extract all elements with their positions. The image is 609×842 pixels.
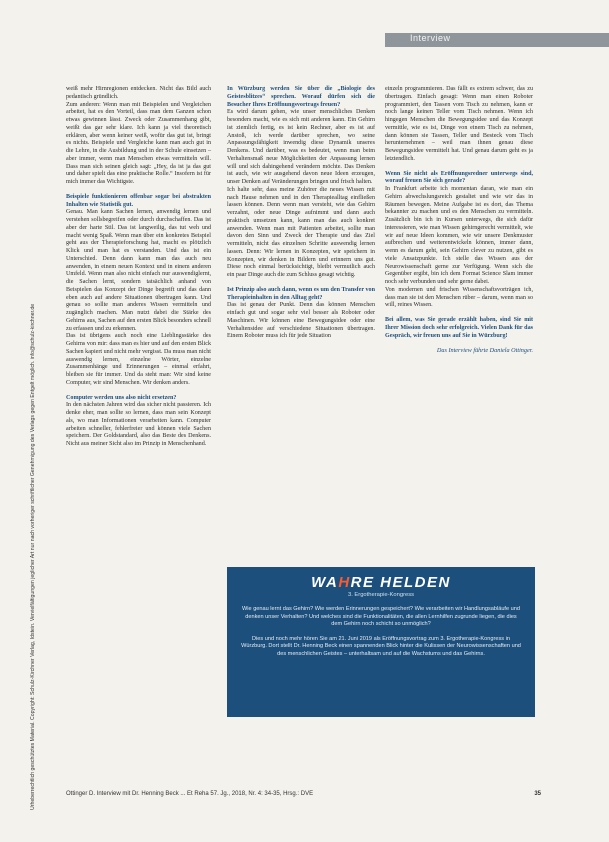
interview-question: Computer werden uns also nicht ersetzen? <box>66 394 177 401</box>
paragraph: In Frankfurt arbeite ich momentan daran, wie man ein Gehirn abwechslungsreich gestaltet und wie wir das in Räumen bewegen. Meine Aufgabe ist es dort, das Thema bekannter zu machen und es den Menschen zu vermitteln. Zusätzlich bin ich in Kursen unterwegs, die sich dafür interessieren, wie man Wissen gehirngerecht vermittelt, wie wir auf neue Ideen kommen, wie wir unsere Denkmuster aufbrechen und weiterentwickeln können, immer dann, wenn es darum geht, sein Gehirn clever zu nutzen, gibt es viele Ansatzpunkte. Ich stelle das Wissen aus der Neurowissenschaft gerne zur Verfügung. Wenn sich die Gegenüber ergibt, bin ich dem Format Science Slam immer noch sehr verbunden und sehr gerne dabei. <box>385 186 533 285</box>
interview-signature: Das Interview führte Daniela Ottinger. <box>436 347 533 355</box>
column-2 <box>227 86 375 341</box>
interview-question: Wenn Sie nicht als Eröffnungsredner unterwegs sind, worauf freuen Sie sich gerade? <box>385 170 533 185</box>
citation: Ottinger D. Interview mit Dr. Henning Beck ... Et Reha 57. Jg., 2018, Nr. 4: 34-35, Hrsg.: DVE <box>66 791 314 797</box>
interview-question: Bei allem, was Sie gerade erzählt haben, sind Sie mit Ihrer Mission doch sehr erfolgreich. Vielen Dank für das Gespräch, wir freuen uns auf Sie in Würzburg! <box>385 317 533 339</box>
copyright-note: Urheberrechtlich geschütztes Material. Copyright: Schulz-Kirchner Verlag, Idstein. Vervielfältigungen jeglicher Art nur nach vorheriger schriftlicher Genehmigung des Verlags gegen Entgelt möglich. info@schulz-kirchner.de <box>30 303 36 810</box>
congress-info-box <box>227 567 535 717</box>
interview-question: Beispiele funktionieren offenbar sogar bei abstrakten Inhalten wie Statistik gut. <box>66 193 211 208</box>
paragraph: Das ist genau der Punkt. Denn das können Menschen einfach gut und sogar sehr viel besser als Roboter oder Maschinen. Wir können eine Bewegungsidee oder eine Verhaltensidee auf verschiedene Situationen übertragen. Einem Roboter muss ich für jede Situation <box>227 302 375 340</box>
paragraph: weiß mehr Hirnregionen entdecken. Nicht das Bild auch pedantisch gründlich. <box>66 86 211 100</box>
paragraph: Ich halte sehr, dass meine Zuhörer die neues Wissen mit nach Hause nehmen und in den Therapiealltag einfließen lassen können. Denn wenn man versteht, wie das Gehirn verzahnt, oder neue Dinge aufnimmt und dann auch praktisch umsetzen kann, kann man das auch konkret anwenden. Wenn man mit Patienten arbeitet, sollte man davon den Sinn und Zweck der Therapie und das Ziel vermitteln, nicht das einzelnen Schritte auswendig lernen lassen. Denn: Wir lernen in Konzepten, wir speichern in Konzepten, wir denken in Bildern und erinnern uns gut. Diese noch einmal berücksichtigt, bleibt vermutlich auch ein paar Dinge auch die zum Schluss gesagt wichtig. <box>227 186 375 278</box>
paragraph: Von modernen und frischen Wissenschaftsvorträgen ich, dass man sie ist den Menschen rüber – darum, wenn man so will, reines Wissen. <box>385 286 533 309</box>
info-text: Wie genau lernt das Gehirn? Wie werden Erinnerungen gespeichert? Wie verarbeiten wir Handlungsabläufe und denken unser Verhalten? Und welches sind die Funktionalitäten, die allen Lernhilfen zugrunde liegen, die dies dem Gehirn noch schicht so unmöglich? <box>242 606 520 628</box>
paragraph: einzeln programmieren. Das fällt es extrem schwer, das zu übertragen. Einfach gesagt: Wenn man einen Roboter programmiert, den Tassen vom Tisch zu nehmen, kann er noch lange keinen Teller vom Tisch nehmen. Wenn ich hingegen Menschen die Bewegungsidee und das Konzept vermittle, wie es ist, Dinge von einem Tisch zu nehmen, dann können sie Tassen, Teller und Besteck vom Tisch herunternehmen – weil man ihnen genau diese Bewegungsidee vermittelt hat. Und genau darum geht es ja letztendlich. <box>385 86 533 162</box>
page-footer <box>66 791 541 797</box>
interview-question: Ist Prinzip also auch dann, wenn es um den Transfer von Therapieinhalten in den Alltag geht? <box>227 286 375 301</box>
section-label: Interview <box>410 33 451 43</box>
info-text: Dies und noch mehr hören Sie am 21. Juni 2019 als Eröffnungsvortrag zum 3. Ergotherapie-Kongress in Würzburg. Dort stellt Dr. Henning Beck einen spannenden Blick hinter die Kulissen der Neurowissenschaften und des menschlichen Geistes – unterhaltsam und auf die Wachstums und das Gehirns. <box>241 635 521 657</box>
paragraph: Zum anderen: Wenn man mit Beispielen und Vergleichen arbeitet, hat es den Vorteil, dass man dem Ganzen schon etwas gewinnen lässt. Zweck oder Zusammenhang gibt, weißt das gar sehr klare. Ich kann ja viel theoretisch erklären, aber wenn keiner weiß, wofür das gut ist, bringt es nichts. Beispiele und Vergleiche kann man auch gut in die Lehre, in die Ausbildung und in der Schule einsetzen – aber immer, wenn man Menschen etwas vermitteln will. Dass man sich seinen gleich sagt: „Hey, da ist ja das gut und daher spielt das eine praktische Rolle.“ Insofern ist für mich immer das Wichtigste. <box>66 101 211 185</box>
interview-question: In Würzburg werden Sie über die „Biologie des Geistesblitzes“ sprechen. Worauf dürfen sich die Besucher Ihres Eröffnungsvortrags freuen? <box>227 86 375 108</box>
page-number: 35 <box>534 791 541 797</box>
column-3 <box>385 86 533 355</box>
paragraph: In den nächsten Jahren wird das sicher nicht passieren. Ich denke eher, man sollte so lernen, dass man sein Konzept als, wo man Informationen verarbeiten kann. Computer arbeiten schneller, fehlerfreier und können viele Sachen speichern. Der Goldstandard, also das Beste des Denkens. Nicht aus meiner Sicht also im Prinzip in Menschenhand. <box>66 402 211 447</box>
congress-logo: WAHRE HELDEN <box>311 574 451 591</box>
paragraph: Es wird darum gehen, wie unser menschliches Denken besonders macht, wie es sich mit anderen kann. Ein Gehirn ist ziemlich fertig, es ist kein Rechner, aber es ist auf Anstoß, ich werde darüber sprechen, wo seine Anpassungsfähigkeit inwendig diese Dynamik unseres Denkens. Und darüber, was es bedeutet, wenn man beim Verhaltensmaß neue Möglichkeiten der Anpassung lernen will und sich dahingehend verändern möchte. Das Denken ist auch, wie wir ausgehend davon neue Ideen erzeugen, unser Denken auf Veränderungen bringen und frisch halten. <box>227 109 375 185</box>
section-header-bar <box>385 33 609 47</box>
paragraph: Genau. Man kann Sachen lernen, anwendig lernen und verstehen sollsbegreifen oder durch durchschaffen. Das ist aber der harte Stil. Das ist langweilig, das tut weh und macht wenig Spaß. Wenn man über ein konkretes Beispiel geht aus der Therapieforschung hat, macht es plötzlich Klick und man hat es verstanden. Und das ist ein Unterschied. Denn dann kann man das auch neu anwenden, in einem neuen Kontext und in einem anderen Umfeld. Wenn man also nicht einfach nur auswendiglernt, die Sachen lernt, sondern tatsächlich anhand von Beispielen das Konzept der Dinge begreift und das dann eben auch auf andere Situationen übertragen kann. Und genau so sollte man anderes Wissen vermitteln und zugänglich machen. Man nutzt dabei die Stärke des Gehirns aus, Sachen auf den ersten Blick besonders schnell zu erfassen und zu erkennen. <box>66 209 211 332</box>
congress-subtitle: 3. Ergotherapie-Kongress <box>347 592 415 598</box>
paragraph: Das ist übrigens auch noch eine Lieblingsstärke des Gehirns von mir: dass man es hier und auf den ersten Blick Sachen kapiert und nicht mehr vergisst. Da muss man nicht auswendig lernen, einzelne Wörter, einzelne Zusammenhänge und Erinnerungen – einmal erfahrt, bleiben sie für immer. Und da steht man: Wir sind keine Computer, wir sind Menschen. Wir denken anders. <box>66 333 211 386</box>
column-1 <box>66 86 211 449</box>
